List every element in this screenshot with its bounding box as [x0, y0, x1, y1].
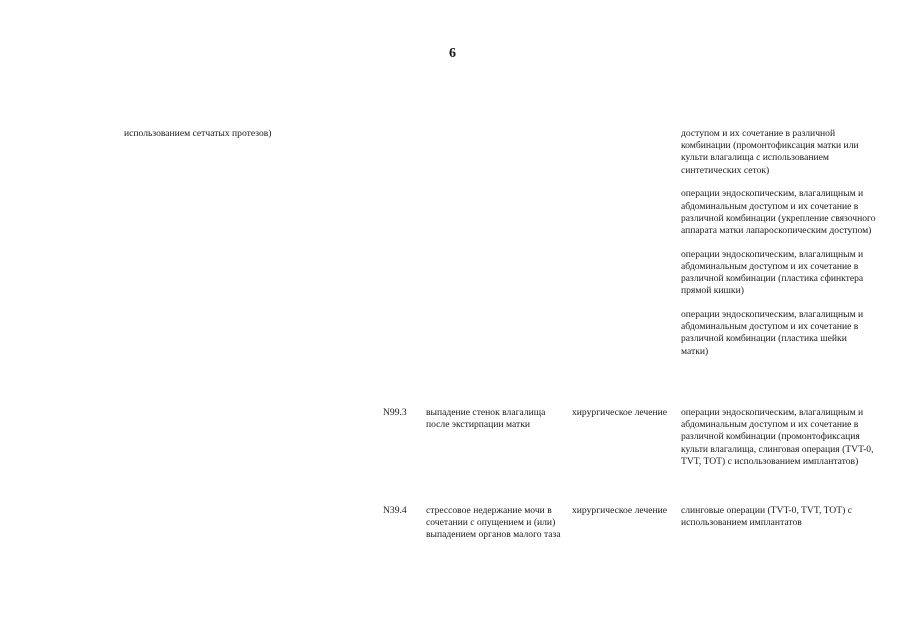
method-block: операции эндоскопическим, влагалищным и абдоминальным доступом и их сочетание в различной комбинации (пластика сфинктера прямой кишки) — [681, 248, 864, 297]
treatment-type: хирургическое лечение — [572, 505, 668, 516]
diagnosis: стрессовое недержание мочи в сочетании с опущением и (или) выпадением органов малого таза — [426, 505, 561, 541]
diagnosis: выпадение стенок влагалища после экстирпации матки — [426, 407, 546, 431]
method-block: операции эндоскопическим, влагалищным и абдоминальным доступом и их сочетание в различной комбинации (пластика шейки матки) — [681, 308, 864, 357]
previous-methods-list — [681, 128, 876, 369]
method-block: доступом и их сочетание в различной комбинации (промонтофиксация матки или культи влагалища с использованием синтетических сеток) — [681, 128, 859, 176]
icd-code: N39.4 — [383, 505, 407, 516]
page-number: 6 — [449, 46, 456, 61]
icd-code: N99.3 — [383, 407, 407, 418]
continuation-text: использованием сетчатых протезов) — [124, 128, 272, 139]
treatment-method: операции эндоскопическим, влагалищным и абдоминальным доступом и их сочетание в различной комбинации (промонтофиксация культи влагалища, слинговая операция (TVT-0, TVT, TOT) с использованием имплантатов) — [681, 407, 874, 467]
treatment-type: хирургическое лечение — [572, 407, 668, 418]
method-block: операции эндоскопическим, влагалищным и абдоминальным доступом и их сочетание в различной комбинации (укрепление связочного аппарата матки лапароскопическим доступом) — [681, 188, 876, 236]
treatment-method: слинговые операции (TVT-0, TVT, TOT) с использованием имплантатов — [681, 505, 852, 529]
